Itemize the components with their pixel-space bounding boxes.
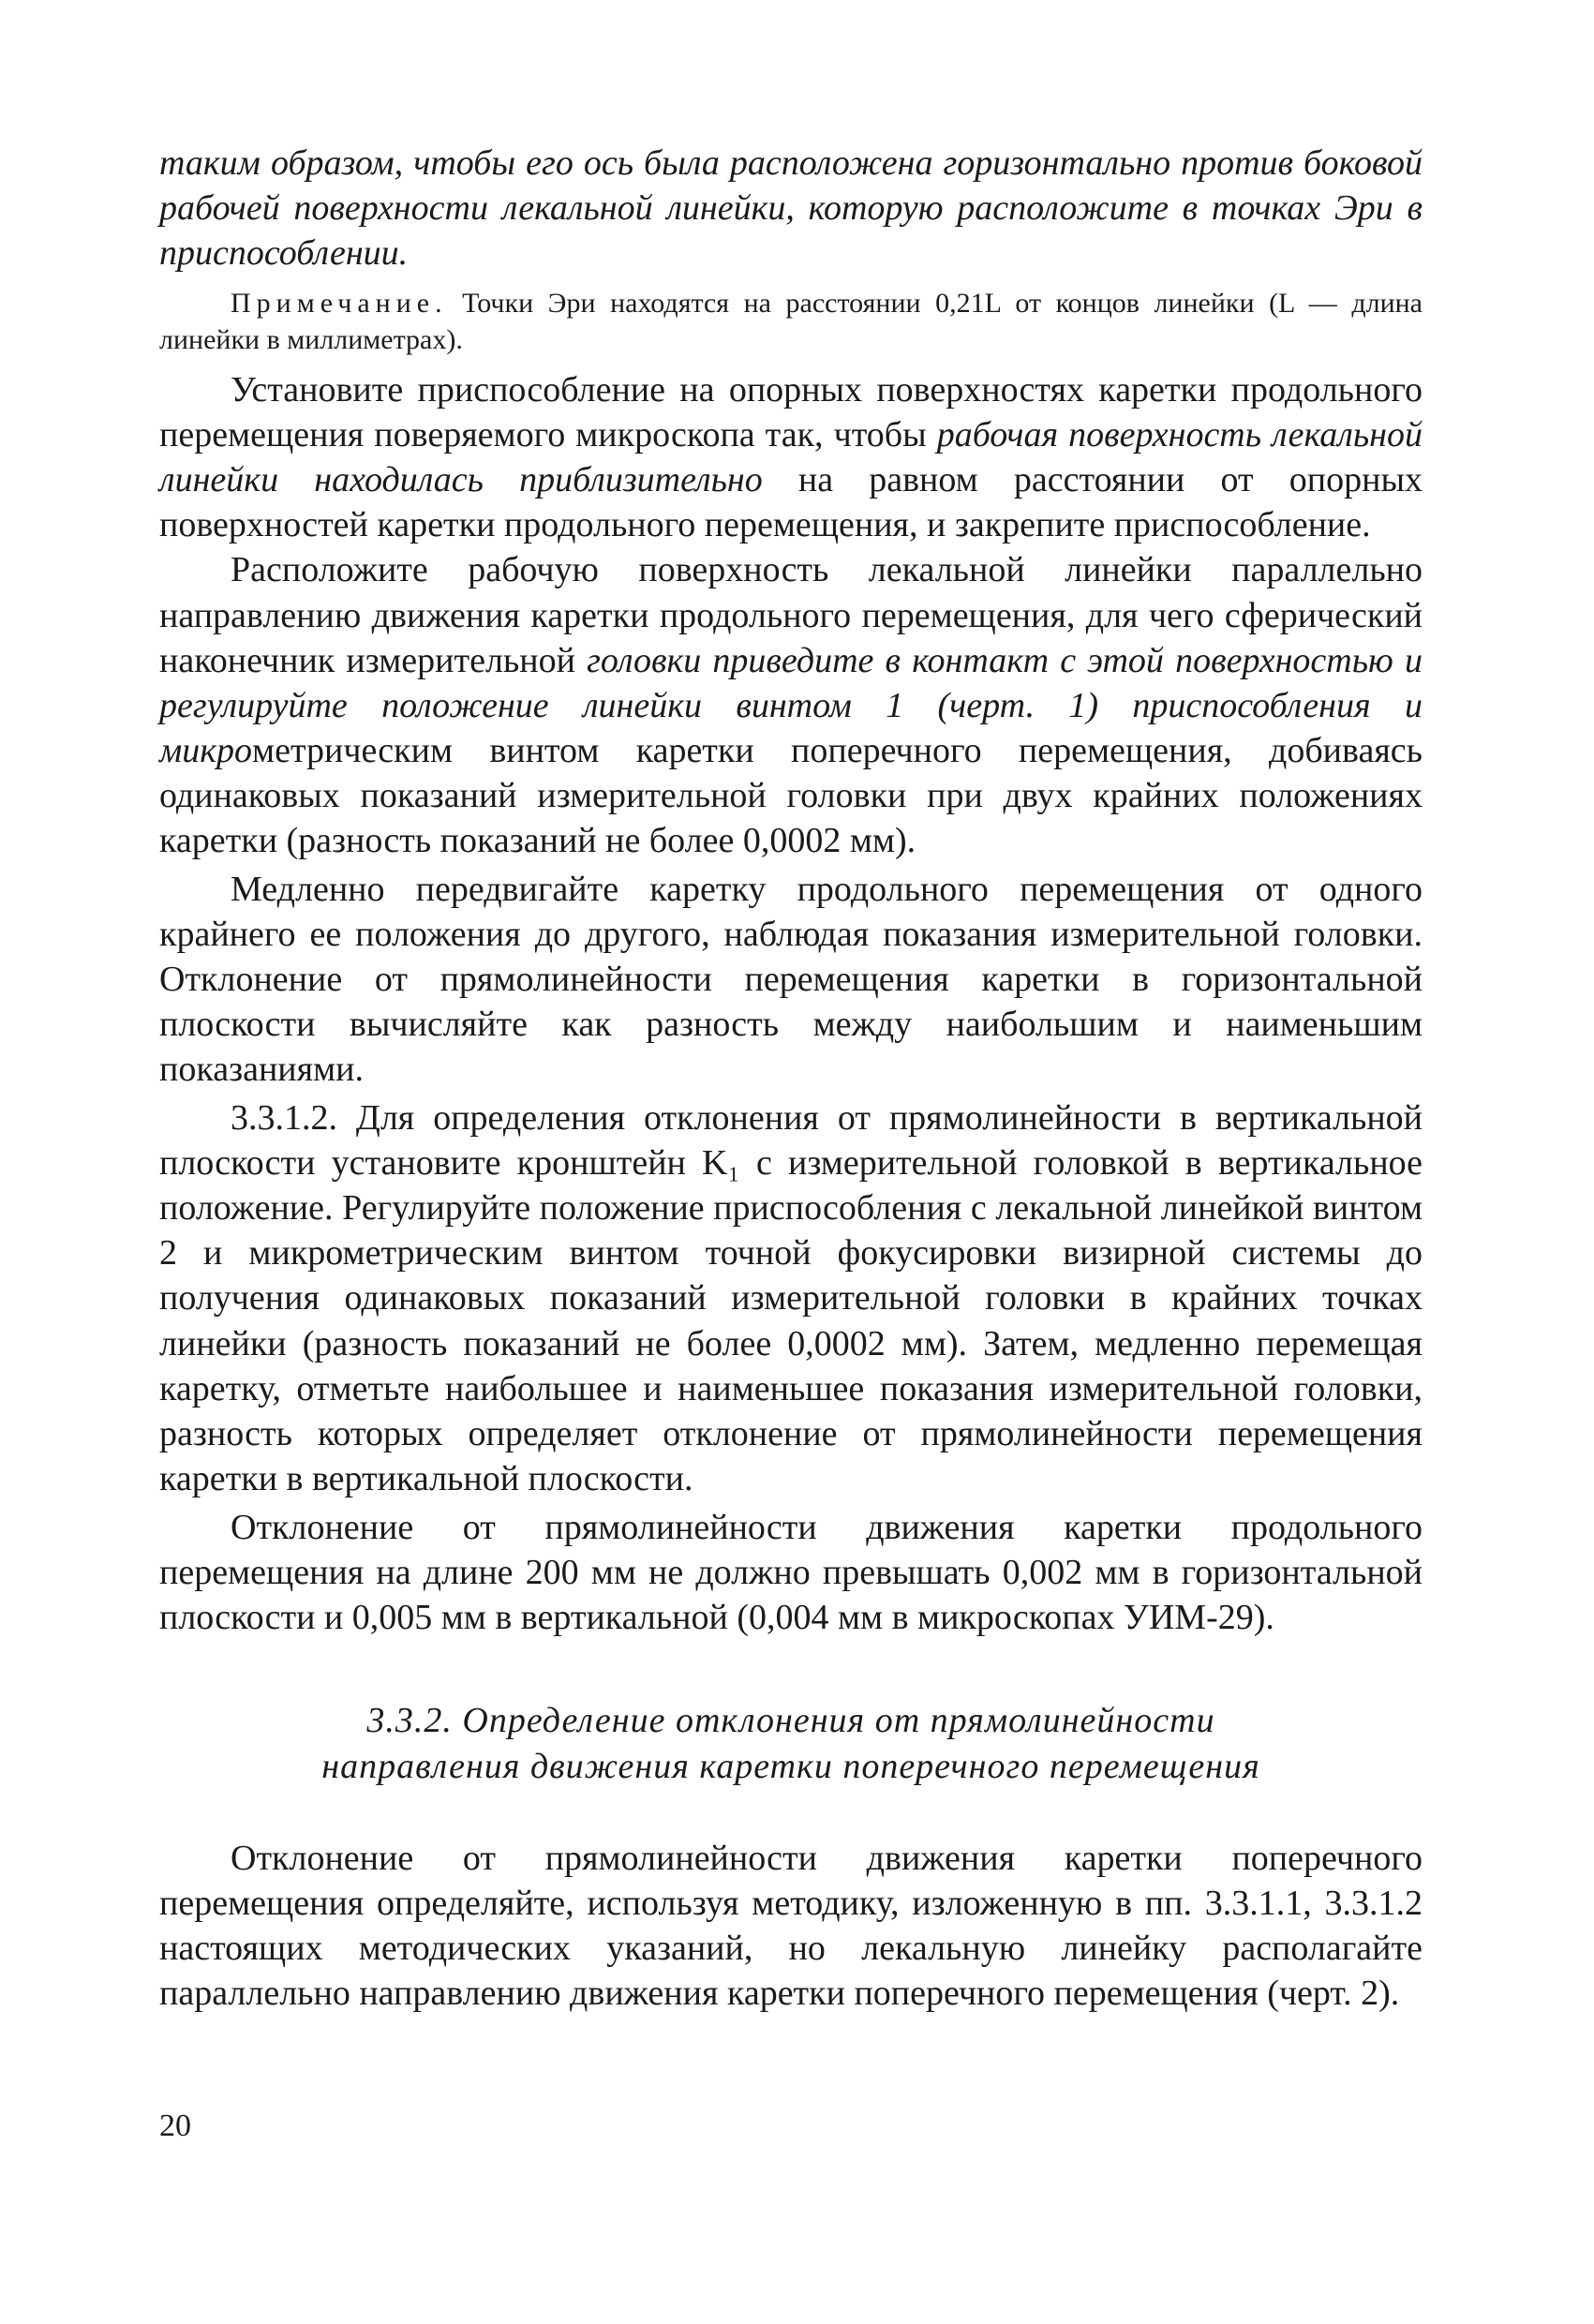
paragraph-transverse-deviation: Отклонение от прямолинейности движения каретки поперечного перемещения определяйте, используя методику, изложенную в пп. 3.3.1.1, 3.3.1.2 настоящих методических указаний, но лекальную линейку располагайте параллельно направлению движения каретки поперечного перемещения (черт. 2). bbox=[159, 1838, 1423, 2013]
note-text: Точки Эри находятся на расстоянии 0,21L от концов линейки (L — длина линейки в миллиметрах). bbox=[159, 288, 1423, 356]
paragraph-install-fixture-italic: рабочая поверхность лекальной линейки находилась приблизительно bbox=[159, 415, 1423, 500]
section-heading-line-1: 3.3.2. Определение отклонения от прямолинейности bbox=[366, 1700, 1215, 1740]
note-paragraph bbox=[159, 285, 1423, 358]
paragraph-tolerance: Отклонение от прямолинейности движения каретки продольного перемещения на длине 200 мм не должно превышать 0,002 мм в горизонтальной плоскости и 0,005 мм в вертикальной (0,004 мм в микроскопах УИМ-29). bbox=[159, 1507, 1423, 1637]
section-heading bbox=[159, 1698, 1423, 1791]
paragraph-install-fixture-end: на равном расстоянии от опорных поверхностей каретки продольного перемещения, и закрепите приспособление. bbox=[159, 460, 1423, 545]
paragraph-align-ruler bbox=[159, 547, 1423, 862]
paragraph-install-fixture bbox=[159, 367, 1423, 547]
note-label: Примечание. bbox=[231, 288, 448, 320]
paragraph-install-fixture-start: Установите приспособление на опорных поверхностях каретки продольного перемещения поверяемого микроскопа так, чтобы bbox=[159, 370, 1423, 455]
document-page bbox=[159, 141, 1423, 2016]
paragraph-horizontal-deviation: Медленно передвигайте каретку продольного перемещения от одного крайнего ее положения до другого, наблюдая показания измерительной головки. Отклонение от прямолинейности перемещения каретки в горизонтальной плоскости вычисляйте как разность между наибольшим и наименьшим показаниями. bbox=[159, 869, 1423, 1090]
paragraph-align-ruler-end: метрическим винтом каретки поперечного перемещения, добиваясь одинаковых показаний измерительной головки при двух крайних положениях каретки (разность показаний не более 0,0002 мм). bbox=[159, 730, 1423, 860]
paragraph-vertical-deviation: 3.3.1.2. Для определения отклонения от прямолинейности в вертикальной плоскости установите кронштейн K₁ с измерительной головкой в вертикальное положение. Регулируйте положение приспособления с лекальной линейкой винтом 2 и микрометрическим винтом точной фокусировки визирной системы до получения одинаковых показаний измерительной головки в крайних точках линейки (разность показаний не более 0,0002 мм). Затем, медленно перемещая каретку, отметьте наибольшее и наименьшее показания измерительной головки, разность которых определяет отклонение от прямолинейности перемещения каретки в вертикальной плоскости. bbox=[159, 1098, 1423, 1498]
page-number: 20 bbox=[159, 2108, 191, 2143]
paragraph-continuation: таким образом, чтобы его ось была расположена горизонтально против боковой рабочей поверхности лекальной линейки, которую расположите в точках Эри в приспособлении. bbox=[159, 143, 1423, 274]
section-heading-line-2: направления движения каретки поперечного перемещения bbox=[321, 1747, 1260, 1787]
paragraph-align-ruler-italic: головки приведите в контакт с этой поверхностью и регулируйте положение линейки винтом 1 (черт. 1) приспособления и микро bbox=[159, 640, 1423, 770]
paragraph-align-ruler-start: Расположите рабочую поверхность лекальной линейки параллельно направлению движения каретки продольного перемещения, для чего сферический наконечник измерительной bbox=[159, 550, 1423, 680]
